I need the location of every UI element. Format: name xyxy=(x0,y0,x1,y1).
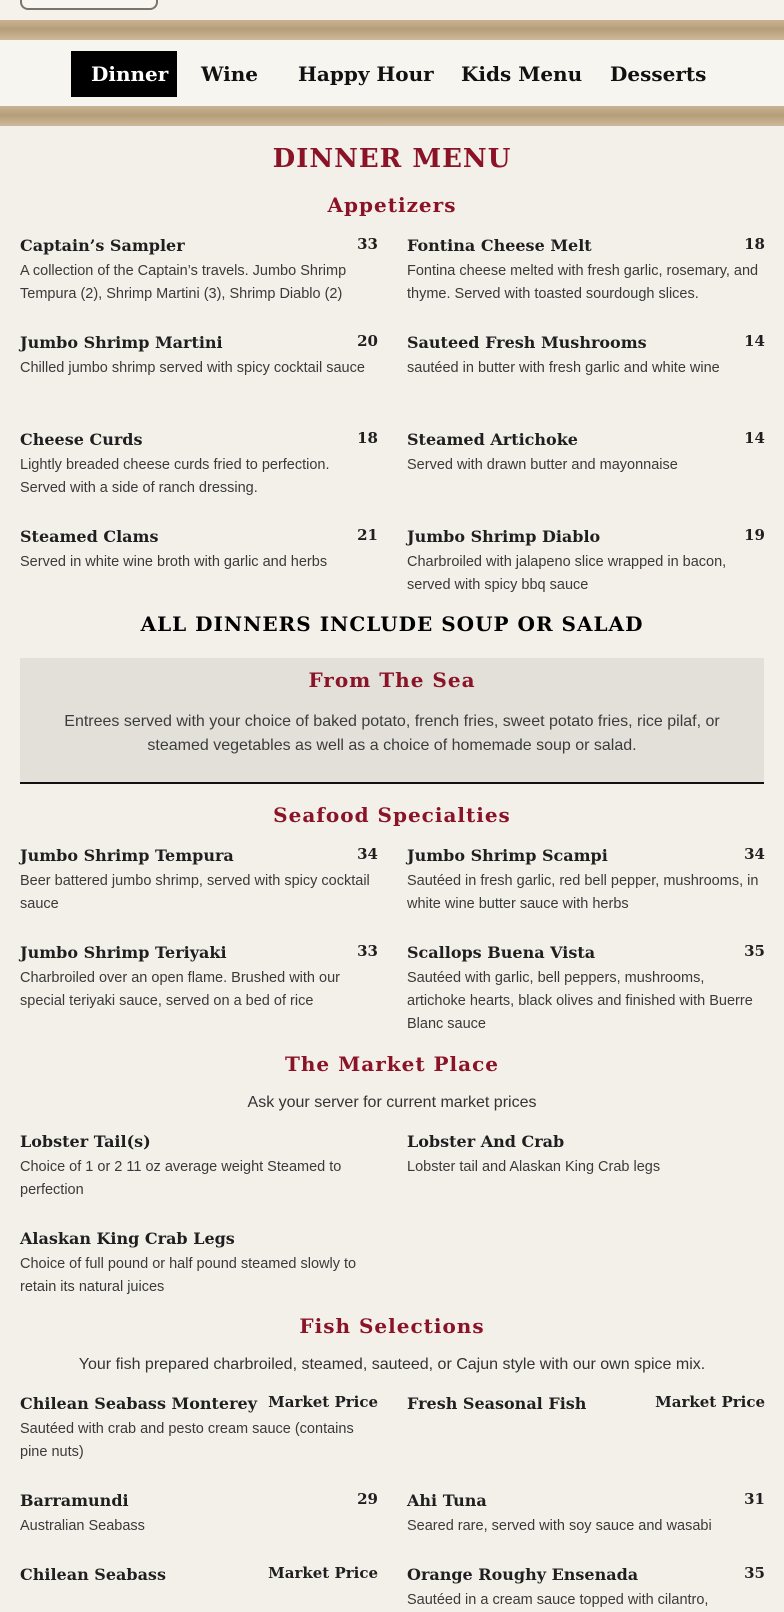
item-name: Jumbo Shrimp Tempura xyxy=(20,846,234,865)
item-name: Orange Roughy Ensenada xyxy=(407,1565,639,1584)
tab-happy-hour[interactable]: Happy Hour xyxy=(298,62,434,86)
item-price: 33 xyxy=(357,235,378,253)
item-price: 21 xyxy=(357,526,378,544)
item-description: Charbroiled with jalapeno slice wrapped in bacon, served with spicy bbq sauce xyxy=(407,554,727,593)
item-price: 19 xyxy=(744,526,765,544)
item-name: Ahi Tuna xyxy=(407,1491,487,1510)
item-name: Scallops Buena Vista xyxy=(407,943,596,962)
section-title-seafood-specialties: Seafood Specialties xyxy=(273,803,511,827)
item-price: 14 xyxy=(744,429,765,447)
item-description: Lightly breaded cheese curds fried to perfection. Served with a side of ranch dressing. xyxy=(20,457,330,496)
item-name: Cheese Curds xyxy=(20,430,143,449)
item-price: 31 xyxy=(744,1490,765,1508)
menu-tabs-nav xyxy=(0,40,784,106)
item-name: Captain’s Sampler xyxy=(20,236,185,255)
item-name: Lobster And Crab xyxy=(407,1132,565,1151)
item-description: Charbroiled over an open flame. Brushed with our special teriyaki sauce, served on a bed of rice xyxy=(20,970,340,1009)
section-title-market-place: The Market Place xyxy=(284,1052,500,1076)
item-description: Fontina cheese melted with fresh garlic, rosemary, and thyme. Served with toasted sourdough slices. xyxy=(407,263,759,302)
item-name: Jumbo Shrimp Scampi xyxy=(407,846,608,865)
item-name: Steamed Artichoke xyxy=(407,430,578,449)
item-description: sautéed in butter with fresh garlic and white wine xyxy=(407,360,720,376)
soup-salad-notice: ALL DINNERS INCLUDE SOUP OR SALAD xyxy=(140,612,644,636)
item-price: Market Price xyxy=(268,1393,378,1411)
item-price: 33 xyxy=(357,942,378,960)
item-description: Served in white wine broth with garlic and herbs xyxy=(20,554,328,570)
page-title: DINNER MENU xyxy=(272,144,512,174)
item-price: 34 xyxy=(357,845,378,863)
wood-divider-bottom xyxy=(0,106,784,126)
item-description: Sautéed in a cream sauce topped with cilantro, xyxy=(407,1592,709,1608)
item-price: 34 xyxy=(744,845,765,863)
item-description: Beer battered jumbo shrimp, served with spicy cocktail sauce xyxy=(20,873,370,912)
section-title-fish-selections: Fish Selections xyxy=(299,1314,485,1338)
section-title-from-the-sea: From The Sea xyxy=(308,668,476,692)
restaurant-logo[interactable] xyxy=(20,0,158,10)
item-price: Market Price xyxy=(268,1564,378,1582)
item-name: Lobster Tail(s) xyxy=(20,1132,151,1151)
item-name: Chilean Seabass Monterey xyxy=(20,1394,258,1413)
item-name: Jumbo Shrimp Teriyaki xyxy=(20,943,227,962)
item-price: 14 xyxy=(744,332,765,350)
item-description: A collection of the Captain’s travels. Jumbo Shrimp Tempura (2), Shrimp Martini (3), Shrimp Diablo (2) xyxy=(20,263,347,302)
tab-wine[interactable]: Wine xyxy=(201,62,258,86)
item-price: 35 xyxy=(744,942,765,960)
item-name: Steamed Clams xyxy=(20,527,159,546)
item-price: 18 xyxy=(357,429,378,447)
item-name: Jumbo Shrimp Martini xyxy=(20,333,223,352)
item-description: Australian Seabass xyxy=(20,1518,145,1534)
top-header-strip xyxy=(0,0,784,21)
item-description: Choice of full pound or half pound steamed slowly to retain its natural juices xyxy=(20,1256,357,1295)
item-description: Chilled jumbo shrimp served with spicy cocktail sauce xyxy=(20,360,365,376)
tab-desserts[interactable]: Desserts xyxy=(610,62,707,86)
item-description: Served with drawn butter and mayonnaise xyxy=(407,457,678,473)
item-name: Sauteed Fresh Mushrooms xyxy=(407,333,647,352)
item-name: Chilean Seabass xyxy=(20,1565,166,1584)
fish-selections-intro: Your fish prepared charbroiled, steamed, sauteed, or Cajun style with our own spice mix. xyxy=(78,1356,706,1373)
market-place-intro: Ask your server for current market prices xyxy=(247,1094,537,1111)
item-name: Fontina Cheese Melt xyxy=(407,236,592,255)
item-description: Sautéed with crab and pesto cream sauce (contains pine nuts) xyxy=(20,1421,354,1460)
wood-divider-top xyxy=(0,20,784,40)
tab-dinner[interactable]: Dinner xyxy=(71,51,177,97)
item-price: 29 xyxy=(357,1490,378,1508)
item-name: Barramundi xyxy=(20,1491,129,1510)
tab-kids-menu[interactable]: Kids Menu xyxy=(461,62,583,86)
item-description: Sautéed in fresh garlic, red bell pepper, mushrooms, in white wine butter sauce with herbs xyxy=(407,873,759,912)
item-description: Lobster tail and Alaskan King Crab legs xyxy=(407,1159,661,1175)
from-the-sea-panel xyxy=(20,658,764,784)
item-description: Sautéed with garlic, bell peppers, mushrooms, artichoke hearts, black olives and finished with Buerre Blanc sauce xyxy=(407,970,753,1032)
item-name: Fresh Seasonal Fish xyxy=(407,1394,587,1413)
item-name: Alaskan King Crab Legs xyxy=(20,1229,235,1248)
item-price: 18 xyxy=(744,235,765,253)
item-price: 20 xyxy=(357,332,378,350)
item-price: Market Price xyxy=(655,1393,765,1411)
item-description: Choice of 1 or 2 11 oz average weight Steamed to perfection xyxy=(20,1159,342,1198)
item-description: Seared rare, served with soy sauce and wasabi xyxy=(407,1518,712,1534)
item-name: Jumbo Shrimp Diablo xyxy=(407,527,601,546)
item-price: 35 xyxy=(744,1564,765,1582)
section-title-appetizers: Appetizers xyxy=(327,193,457,217)
from-the-sea-text: Entrees served with your choice of baked potato, french fries, sweet potato fries, rice pilaf, or steamed vegetables as well as a choice of homemade soup or salad. xyxy=(64,713,720,754)
